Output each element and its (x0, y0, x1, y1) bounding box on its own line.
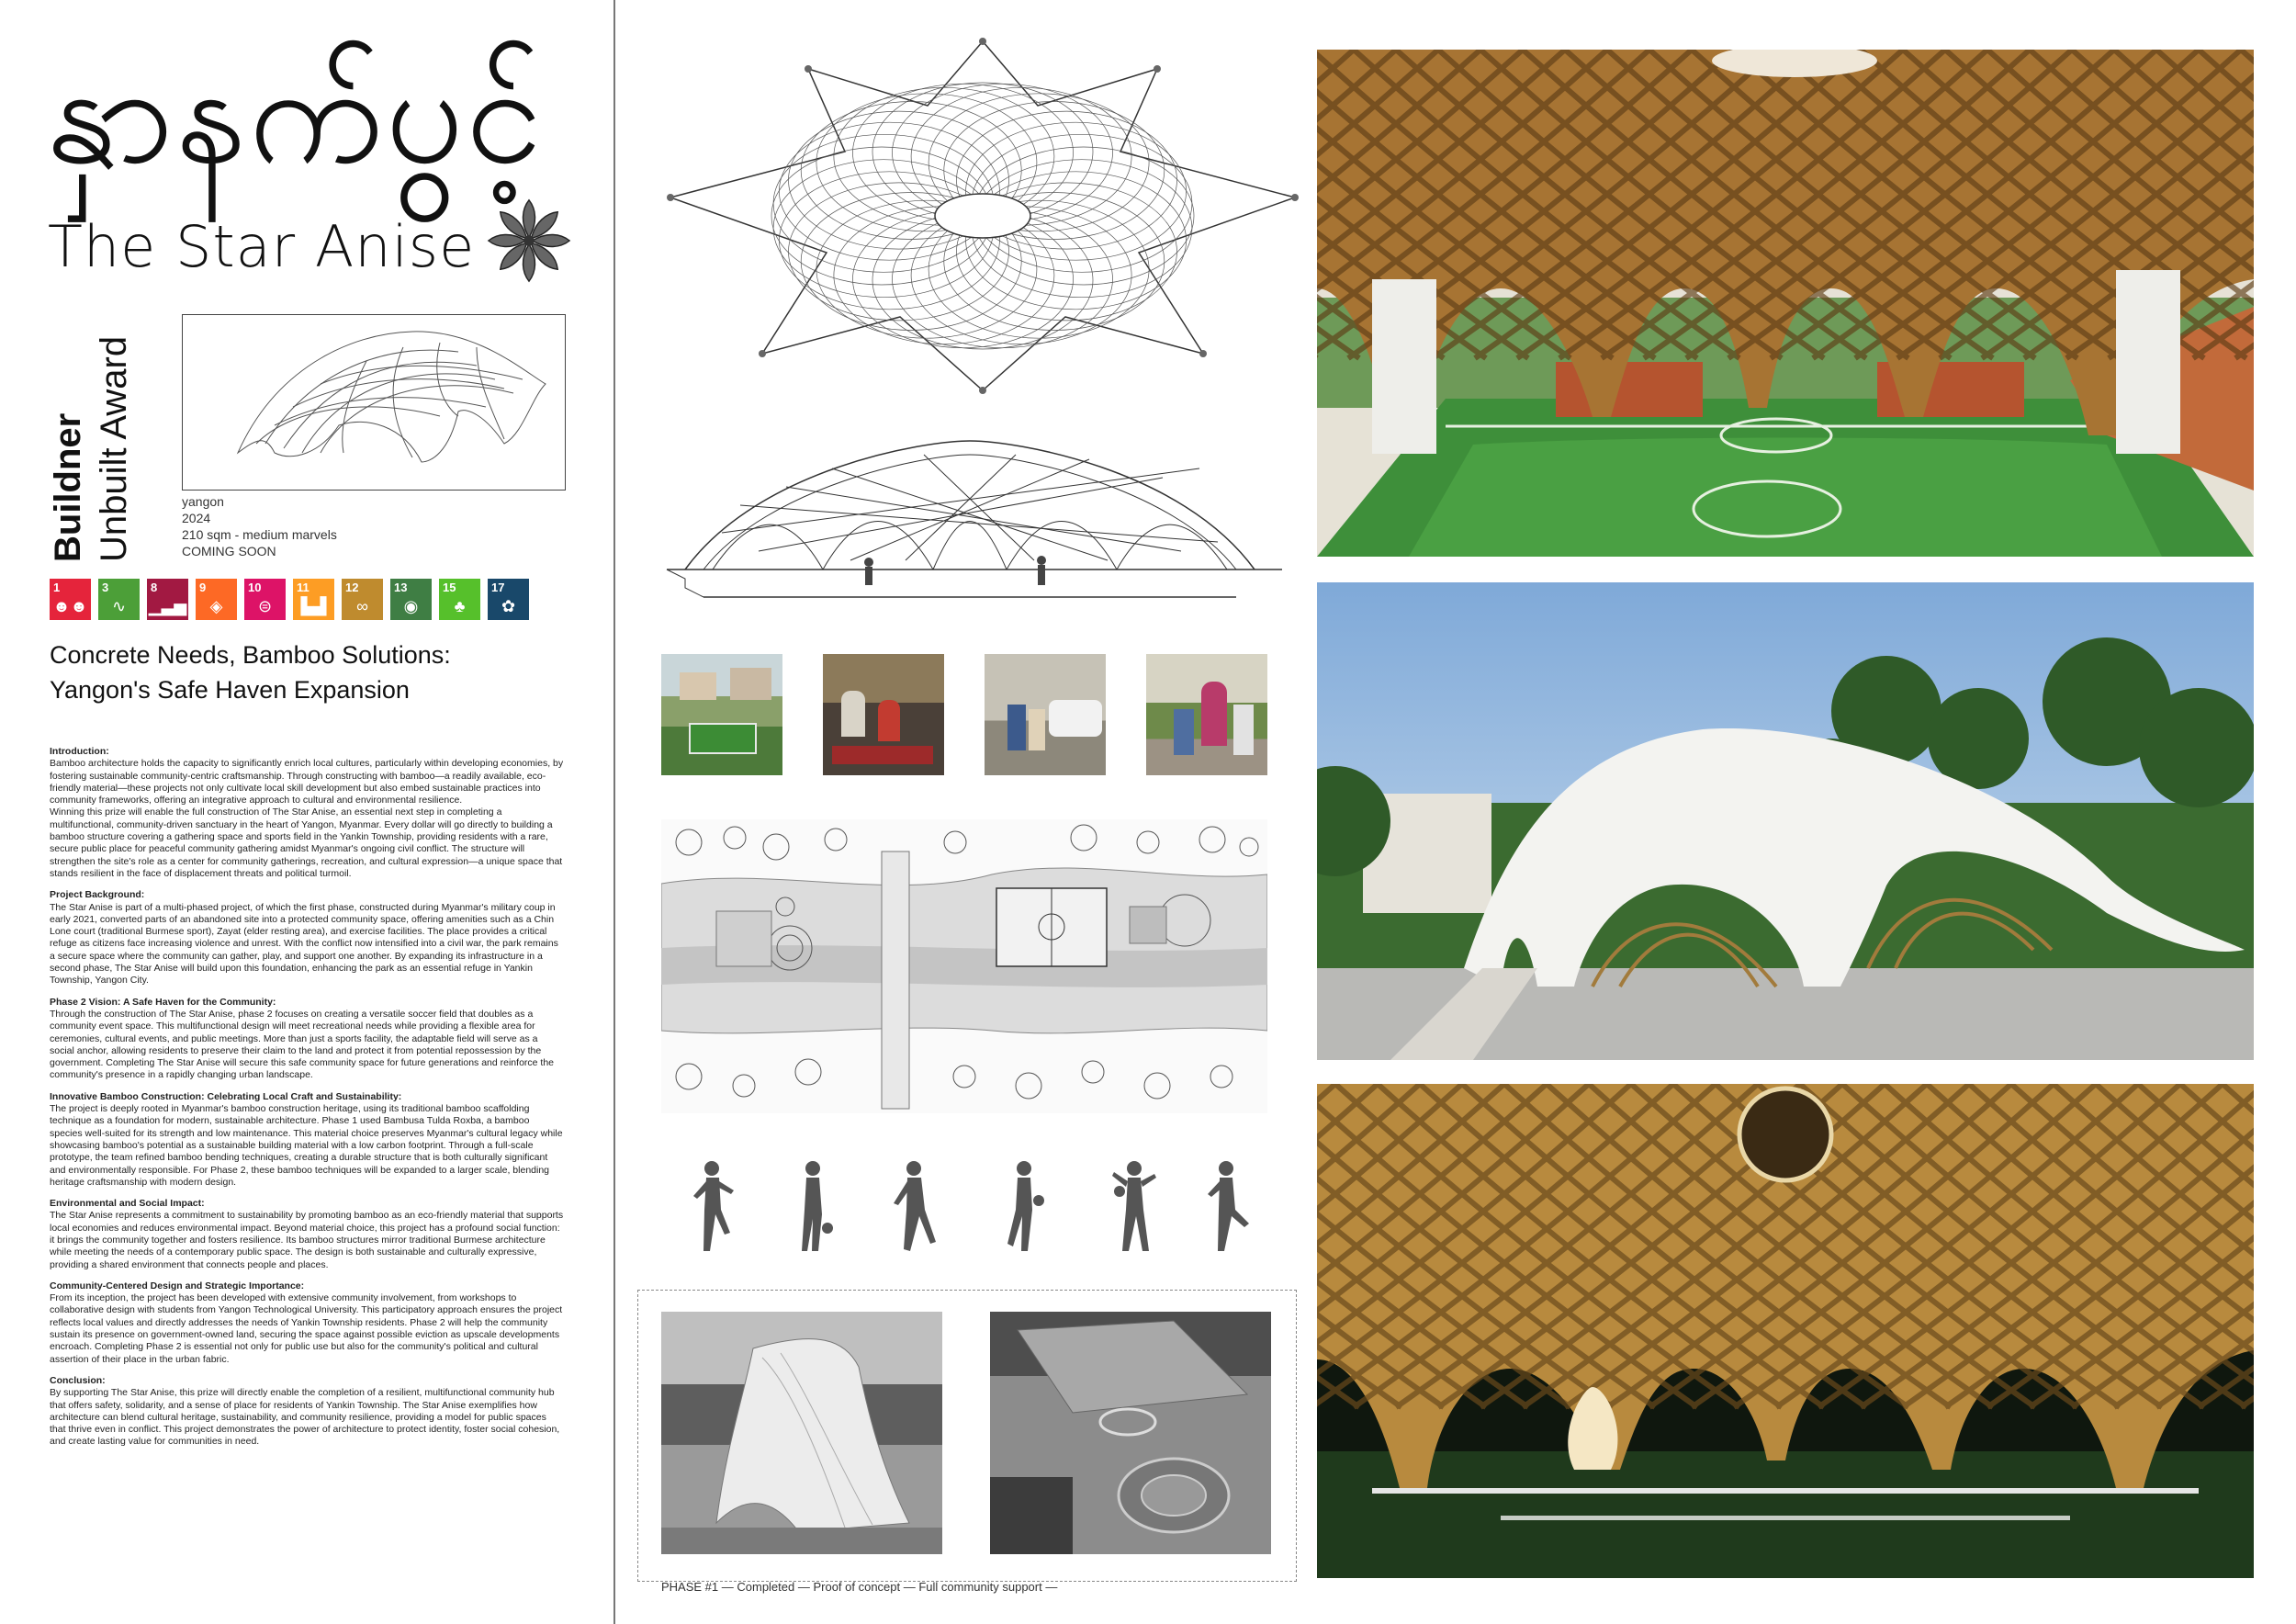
section-heading: Innovative Bamboo Construction: Celebrating Local Craft and Sustainability: (50, 1090, 402, 1102)
section-text: The Star Anise is part of a multi-phased project, of which the first phase, constructed during Myanmar's military coup in early 2021, converted parts of an abandoned site into a protected community space, offering amenities such as a Chin Lone court (traditional Burmese sport), Zayat (elder resting area), and exercise facilities. The place provides a critical refuge as citizens face increasing violence and unrest. With the conflict now intensified into a civil war, the park remains a secure space where the community can gather, play, and support one another. By expanding its infrastructure in a second phase, The Star Anise will build upon this foundation, enhancing the park as an essential refuge in Yankin Township, Yangon City. (50, 901, 558, 987)
subtitle: Concrete Needs, Bamboo Solutions: Yangon's Safe Haven Expansion (50, 641, 451, 704)
section-text: Winning this prize will enable the full construction of The Star Anise, an essential next step in completing a multifunctional, community-driven sanctuary in the heart of Yangon, Myanmar. Every dollar will go directly to building a bamboo structure covering a gathering space and sports field in the Yankin Township, providing residents with a rare, secure public place for peaceful community gathering amidst Myanmar's ongoing civil conflict. The structure will strengthen the site's role as a center for community gatherings, recreation, and cultural expression—a unique space that stands resilient in the face of displacement threats and political turmoil. (50, 806, 563, 879)
interior-field-photo (1317, 50, 2254, 557)
section-heading: Introduction: (50, 746, 109, 757)
night-render-photo (1317, 1084, 2254, 1578)
sdg-goal-15: 15 ♣ (439, 579, 480, 620)
meta-year: 2024 (182, 511, 211, 525)
sdg-goal-3: 3 ∿ (98, 579, 140, 620)
section-text: Bamboo architecture holds the capacity to significantly enrich local cultures, particularly within developing economies, by fostering sustainable community-centric craftsmanship. Through constructing with bamboo—a readily available, eco-friendly material—these projects not only cultivate local skill development but also embed sustainable practices into community frameworks, offering an integrative approach to cultural and environmental resilience. (50, 758, 564, 806)
sdg-goal-10: 10 ⊜ (244, 579, 286, 620)
section-text: The project is deeply rooted in Myanmar's bamboo construction heritage, using its traditional bamboo scaffolding technique as a foundation for modern, sustainable architecture. Phase 1 used Bambusa Tulda Roxba, a bamboo species well-suited for its strength and low maintenance. This material choice preserves Myanmar's cultural legacy while showcasing bamboo's potential as a sustainable building material with a low carbon footprint. Through a full-scale prototype, the team refined bamboo bending techniques, creating a durable structure that is both culturally significant and environmentally responsible. For Phase 2, these bamboo techniques will be expanded to a larger scale, blending heritage craftsmanship with modern design. (50, 1103, 563, 1188)
thumbnail-render (182, 314, 566, 491)
phase1-pavilion-photo (661, 1312, 942, 1554)
section-text: From its inception, the project has been developed with extensive community involvement, from workshops to collaborative design with students from Yangon Technological University. This participatory approach ensures the project reflects local values and directly addresses the needs of Yankin Township residents. Phase 2 will help the community sustain its presence on government-owned land, securing the space against possible eviction as upscale developments encroach. Completing Phase 2 is essential not only for public use but also for the community's political and cultural assertion of their place in the urban fabric. (50, 1292, 563, 1365)
sdg-goals-row (50, 579, 529, 620)
column-divider (613, 0, 615, 1624)
community-photo-1 (823, 654, 944, 775)
title-myanmar: နှာနက်ပွင့် (46, 35, 545, 195)
section-heading: Community-Centered Design and Strategic Importance: (50, 1280, 305, 1291)
flower-icon: ✿ (501, 597, 516, 615)
section-heading: Project Background: (50, 889, 145, 901)
equality-icon: ⊜ (257, 597, 273, 615)
award-label (48, 314, 149, 562)
section-text: Through the construction of The Star Anise, phase 2 focuses on creating a versatile soccer field that doubles as a community event space. This multifunctional design will meet recreational needs while providing a flexible area for ceremonies, cultural events, and public meetings. More than just a sports facility, the adaptable field will serve as a social anchor, allowing residents to preserve their claim to the land and protect it from potential repossession by the government. Completing The Star Anise will secure this safe community space for future generations and reinforce the community's presence in a rapidly changing urban landscape. (50, 1008, 555, 1081)
phase1-site-photo (990, 1312, 1271, 1554)
eye-globe-icon: ◉ (403, 597, 419, 615)
meta-size: 210 sqm - medium marvels (182, 527, 337, 542)
page-title: The Star Anise (48, 213, 476, 280)
section-drawing (648, 432, 1291, 615)
sdg-goal-13: 13 ◉ (390, 579, 432, 620)
section-text: The Star Anise represents a commitment to sustainability by promoting bamboo as an eco-friendly material that supports local economies and reduces environmental impact. Beyond material choice, this project has a profound social function: it brings the community together and fosters resilience. Its bamboo structures mirror traditional Burmese architecture while meeting the needs of a contemporary public space. The design is both sustainable and culturally expressive, providing a shared environment that connects people and places. (50, 1210, 564, 1270)
tree-icon: ♣ (454, 597, 466, 615)
people-icon: ☻☻ (52, 597, 88, 615)
site-plan (661, 819, 1267, 1113)
community-photo-2 (985, 654, 1106, 775)
growth-chart-icon: ▁▃▅ (148, 597, 187, 615)
award-brand: Buildner (48, 412, 88, 562)
meta-status: COMING SOON (182, 544, 276, 558)
sdg-goal-11: 11 ▙▟ (293, 579, 334, 620)
city-icon: ▙▟ (300, 597, 327, 615)
community-photo-3 (1146, 654, 1267, 775)
body-text (50, 746, 564, 1449)
meta-location: yangon (182, 494, 224, 509)
cubes-icon: ◈ (209, 597, 223, 615)
phase1-caption: PHASE #1 — Completed — Proof of concept — Full community support — (661, 1580, 1058, 1594)
section-heading: Environmental and Social Impact: (50, 1198, 205, 1210)
roof-plan-drawing (661, 37, 1304, 395)
section-heading: Phase 2 Vision: A Safe Haven for the Community: (50, 996, 276, 1008)
infinity-icon: ∞ (356, 597, 368, 615)
sdg-goal-9: 9 ◈ (196, 579, 237, 620)
sdg-goal-8: 8 ▁▃▅ (147, 579, 188, 620)
players-row (661, 1159, 1267, 1260)
sdg-goal-1: 1 ☻☻ (50, 579, 91, 620)
heartbeat-icon: ∿ (111, 597, 127, 615)
award-name: Unbuilt Award (94, 335, 134, 562)
sdg-goal-17: 17 ✿ (488, 579, 529, 620)
star-anise-icon (485, 197, 573, 285)
exterior-shell-photo (1317, 582, 2254, 1060)
aerial-photo (661, 654, 782, 775)
section-heading: Conclusion: (50, 1374, 106, 1386)
section-text: By supporting The Star Anise, this prize will directly enable the completion of a resilient, multifunctional community hub that offers safety, solidarity, and a sense of place for residents of Yankin Township. The Star Anise exemplifies how architecture can blend cultural heritage, sustainability, and community resilience, providing a model for public spaces that thrive even in conflict. This project demonstrates the power of architecture to protect identity, foster social cohesion, and create lasting value for communities in need. (50, 1387, 560, 1448)
sdg-goal-12: 12 ∞ (342, 579, 383, 620)
